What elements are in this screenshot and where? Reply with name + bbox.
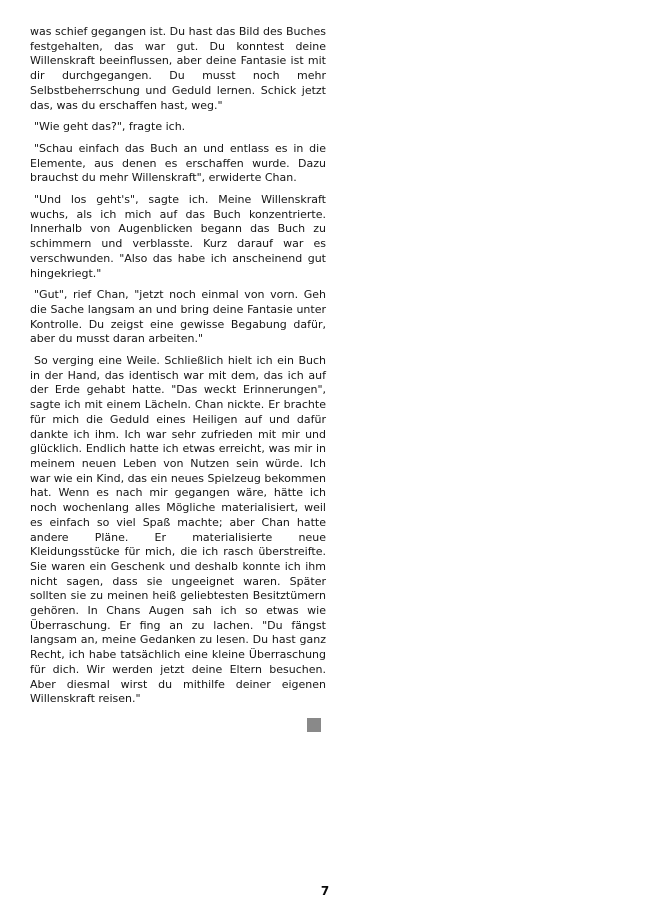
paragraph: was schief gegangen ist. Du hast das Bild des Buches festgehalten, das war gut. Du konntest deine Willenskraft beeinflussen, aber deine Fantasie ist mit dir durchgegangen. Du musst noch mehr Selbstbeherrschung und Geduld lernen. Schick jetzt das, was du erschaffen hast, weg." — [30, 25, 326, 112]
paragraph: "Wie geht das?", fragte ich. — [34, 120, 186, 134]
paragraph: "Gut", rief Chan, "jetzt noch einmal von vorn. Geh die Sache langsam an und bring deine Fantasie unter Kontrolle. Du zeigst eine gewisse Begabung dafür, aber du musst daran arbeiten." — [30, 288, 326, 346]
paragraph: "Und los geht's", sagte ich. Meine Willenskraft wuchs, als ich mich auf das Buch konzentrierte. Innerhalb von Augenblicken begann das Buch zu schimmern und verblasste. Kurz darauf war es verschwunden. "Also das habe ich anscheinend gut hingekriegt." — [30, 193, 326, 280]
end-marker-row — [30, 714, 326, 734]
end-of-section-marker — [307, 718, 321, 732]
paragraph: "Schau einfach das Buch an und entlass es in die Elemente, aus denen es erschaffen wurde. Dazu brauchst du mehr Willenskraft", erwiderte Chan. — [30, 141, 326, 185]
page-number: 7 — [320, 884, 330, 898]
text-column — [30, 25, 326, 734]
paragraph: So verging eine Weile. Schließlich hielt ich ein Buch in der Hand, das identisch war mit dem, das ich auf der Erde gehabt hatte. "Das weckt Erinnerungen", sagte ich mit einem Lächeln. Chan nickte. Er brachte für mich die Geduld eines Heiligen auf und dafür dankte ich ihm. Ich war sehr zufrieden mit mir und glücklich. Endlich hatte ich etwas erreicht, was mir in meinem neuen Leben von Nutzen sein würde. Ich war wie ein Kind, das ein neues Spielzeug bekommen hat. Wenn es nach mir gegangen wäre, hätte ich noch wochenlang alles Mögliche materialisiert, weil es einfach so viel Spaß machte; aber Chan hatte andere Pläne. Er materialisierte neue Kleidungsstücke für mich, die ich rasch überstreifte. Sie waren ein Geschenk und deshalb konnte ich ihm nicht sagen, dass sie ungeeignet waren. Später sollten sie zu meinen heiß geliebtesten Besitztümern gehören. In Chans Augen sah ich so etwas wie Überraschung. Er fing an zu lachen. "Du fängst langsam an, meine Gedanken zu lesen. Du hast ganz Recht, ich habe tatsächlich eine kleine Überraschung für dich. Wir werden jetzt deine Eltern besuchen. Aber diesmal wirst du mithilfe deiner eigenen Willenskraft reisen." — [30, 354, 326, 706]
